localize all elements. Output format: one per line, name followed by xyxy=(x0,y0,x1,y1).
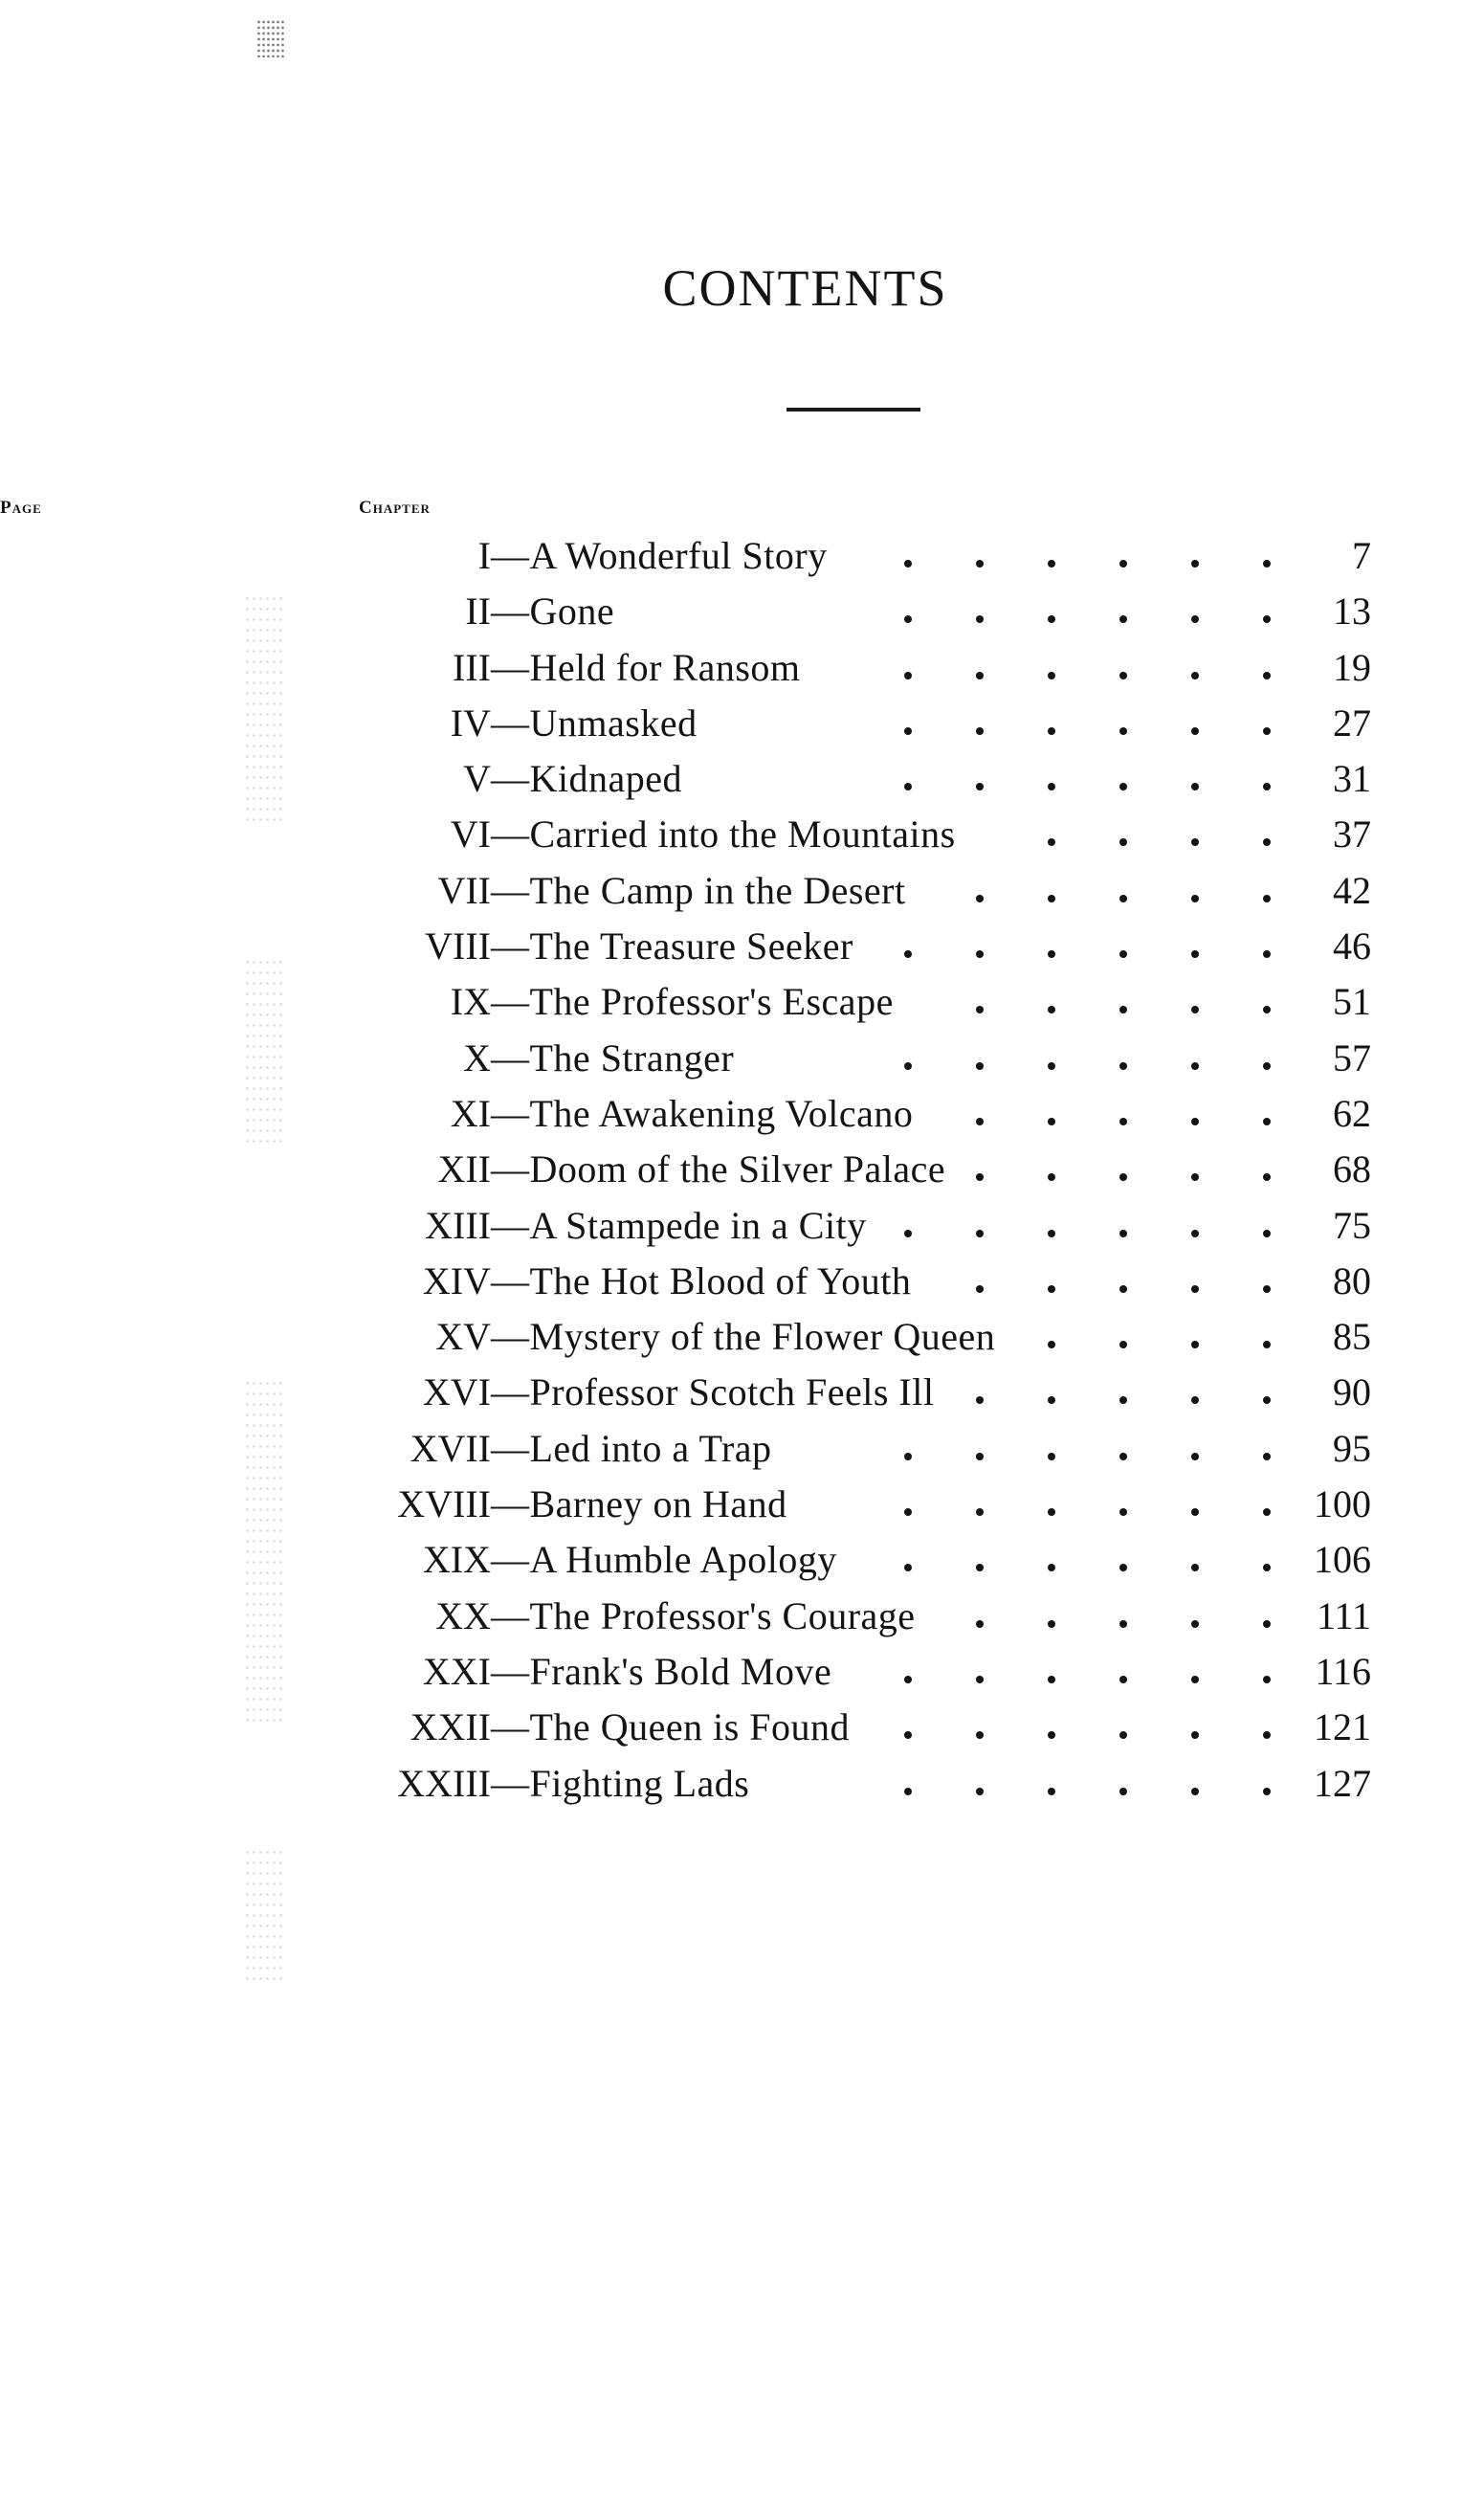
leader-dot xyxy=(1191,1731,1199,1739)
chapter-numeral: XIX xyxy=(422,1538,491,1582)
chapter-numeral: V xyxy=(463,757,491,801)
leader-dot xyxy=(976,1508,984,1516)
chapter-title: — Carried into the Mountains xyxy=(491,807,956,862)
toc-entry xyxy=(0,1142,1484,1197)
chapter-numeral: II xyxy=(465,590,491,634)
chapter-title: — Doom of the Silver Palace xyxy=(491,1142,945,1197)
toc-entry xyxy=(0,1421,1484,1477)
leader-dot xyxy=(1191,1285,1199,1293)
chapter-title: — The Stranger xyxy=(491,1031,734,1086)
toc-entry xyxy=(0,1198,1484,1254)
leader-dot xyxy=(1119,1564,1127,1571)
chapter-numeral: XXII xyxy=(410,1705,491,1749)
leader-dot xyxy=(1263,672,1271,679)
page-number: 51 xyxy=(1333,980,1371,1024)
leader-dot xyxy=(1119,1788,1127,1795)
leader-dot xyxy=(976,1062,984,1070)
leader-dot xyxy=(1263,1118,1271,1125)
leader-dot xyxy=(1263,615,1271,623)
leader-dot xyxy=(1191,560,1199,568)
leader-dot xyxy=(1263,727,1271,735)
leader-dot xyxy=(1191,1564,1199,1571)
chapter-title: — Fighting Lads xyxy=(491,1756,749,1812)
leader-dot xyxy=(1263,1620,1271,1628)
leader-dot xyxy=(1048,1508,1055,1516)
leader-dot xyxy=(976,727,984,735)
page-number: 57 xyxy=(1333,1035,1371,1080)
title-rule xyxy=(786,408,920,412)
leader-dot xyxy=(1263,783,1271,790)
leader-dot xyxy=(1191,1062,1199,1070)
leader-dot xyxy=(1191,1230,1199,1237)
page-number: 46 xyxy=(1333,924,1371,968)
page-column-header: Page xyxy=(0,498,42,518)
leader-dot xyxy=(1119,838,1127,846)
page-number: 80 xyxy=(1333,1258,1371,1302)
leader-dot xyxy=(1191,672,1199,679)
chapter-title: — Held for Ransom xyxy=(491,640,801,696)
toc-entry xyxy=(0,1589,1484,1644)
leader-dot xyxy=(904,1062,912,1070)
leader-dot xyxy=(1191,615,1199,623)
leader-dot xyxy=(1048,727,1055,735)
toc-entry xyxy=(0,1700,1484,1755)
toc-entry xyxy=(0,584,1484,639)
chapter-numeral: XXIII xyxy=(397,1761,491,1805)
leader-dot xyxy=(1048,1285,1055,1293)
leader-dot xyxy=(976,1676,984,1683)
leader-dot xyxy=(904,672,912,679)
page-number: 85 xyxy=(1333,1315,1371,1359)
page-number: 90 xyxy=(1333,1370,1371,1414)
leader-dot xyxy=(904,783,912,790)
toc-entry xyxy=(0,974,1484,1030)
page-title: CONTENTS xyxy=(662,259,948,317)
chapter-title: — A Stampede in a City xyxy=(491,1198,867,1254)
leader-dot xyxy=(1263,1508,1271,1516)
page-number: 13 xyxy=(1333,590,1371,634)
chapter-numeral: VI xyxy=(450,812,491,857)
leader-dot xyxy=(1048,560,1055,568)
leader-dot xyxy=(1263,895,1271,902)
leader-dot xyxy=(1191,895,1199,902)
scan-speckle xyxy=(256,19,285,57)
leader-dot xyxy=(1191,838,1199,846)
leader-dot xyxy=(1119,615,1127,623)
page-number: 37 xyxy=(1333,812,1371,857)
leader-dot xyxy=(976,1118,984,1125)
leader-dot xyxy=(1119,1062,1127,1070)
leader-dot xyxy=(1048,895,1055,902)
page-number: 75 xyxy=(1333,1203,1371,1247)
leader-dot xyxy=(904,560,912,568)
leader-dot xyxy=(1263,1453,1271,1460)
toc-entry xyxy=(0,807,1484,862)
toc-entry xyxy=(0,640,1484,696)
chapter-numeral: XV xyxy=(435,1315,491,1359)
leader-dot xyxy=(904,1788,912,1795)
leader-dot xyxy=(1263,1285,1271,1293)
leader-dot xyxy=(1048,1230,1055,1237)
chapter-numeral: XX xyxy=(435,1593,491,1637)
leader-dot xyxy=(904,615,912,623)
page-number: 111 xyxy=(1316,1593,1371,1637)
chapter-column-header: Chapter xyxy=(359,498,431,518)
leader-dot xyxy=(1048,1173,1055,1181)
leader-dot xyxy=(1263,1062,1271,1070)
page-number: 95 xyxy=(1333,1426,1371,1470)
toc-entry xyxy=(0,1254,1484,1309)
page-number: 68 xyxy=(1333,1147,1371,1191)
leader-dot xyxy=(1191,1620,1199,1628)
chapter-numeral: I xyxy=(477,534,491,577)
leader-dot xyxy=(1263,1006,1271,1013)
leader-dot xyxy=(1191,1788,1199,1795)
chapter-title: — Frank's Bold Move xyxy=(491,1644,831,1700)
leader-dot xyxy=(976,1396,984,1404)
leader-dot xyxy=(976,615,984,623)
leader-dot xyxy=(1119,950,1127,958)
toc-entry xyxy=(0,1031,1484,1086)
leader-dot xyxy=(1191,1396,1199,1404)
leader-dot xyxy=(1263,1230,1271,1237)
leader-dot xyxy=(904,1676,912,1683)
chapter-numeral: XIII xyxy=(425,1203,491,1247)
leader-dot xyxy=(1263,1676,1271,1683)
toc-entry xyxy=(0,919,1484,974)
page-number: 116 xyxy=(1315,1649,1371,1693)
leader-dot xyxy=(1191,1508,1199,1516)
leader-dot xyxy=(904,1453,912,1460)
chapter-title: — Unmasked xyxy=(491,696,698,751)
leader-dot xyxy=(1191,783,1199,790)
leader-dot xyxy=(976,1620,984,1628)
toc-entry xyxy=(0,1756,1484,1812)
leader-dot xyxy=(1048,1564,1055,1571)
leader-dot xyxy=(1263,560,1271,568)
leader-dot xyxy=(976,895,984,902)
toc-entry xyxy=(0,1532,1484,1588)
leader-dot xyxy=(1263,1396,1271,1404)
leader-dot xyxy=(1048,1006,1055,1013)
leader-dot xyxy=(1048,1731,1055,1739)
leader-dot xyxy=(1048,950,1055,958)
leader-dot xyxy=(1263,838,1271,846)
chapter-numeral: XXI xyxy=(422,1649,491,1693)
chapter-title: — The Camp in the Desert xyxy=(491,863,906,919)
leader-dot xyxy=(1048,615,1055,623)
leader-dot xyxy=(976,1173,984,1181)
leader-dot xyxy=(1119,1285,1127,1293)
chapter-numeral: VIII xyxy=(425,924,491,968)
leader-dot xyxy=(1191,1118,1199,1125)
leader-dot xyxy=(1048,1676,1055,1683)
chapter-title: — Gone xyxy=(491,584,614,639)
chapter-numeral: XI xyxy=(450,1091,491,1135)
chapter-title: — The Professor's Courage xyxy=(491,1589,916,1644)
toc-entry xyxy=(0,1365,1484,1420)
leader-dot xyxy=(1191,950,1199,958)
leader-dot xyxy=(1119,672,1127,679)
toc-entry xyxy=(0,1477,1484,1532)
leader-dot xyxy=(1048,783,1055,790)
leader-dot xyxy=(1191,727,1199,735)
table-of-contents xyxy=(0,528,1484,1812)
leader-dot xyxy=(1048,1788,1055,1795)
chapter-numeral: III xyxy=(453,645,491,689)
leader-dot xyxy=(976,1285,984,1293)
chapter-title: — Kidnaped xyxy=(491,751,682,807)
chapter-numeral: VII xyxy=(437,868,491,912)
toc-entry xyxy=(0,1644,1484,1700)
leader-dot xyxy=(1119,1396,1127,1404)
leader-dot xyxy=(1119,1508,1127,1516)
leader-dot xyxy=(904,1508,912,1516)
leader-dot xyxy=(976,783,984,790)
leader-dot xyxy=(976,950,984,958)
chapter-numeral: XVI xyxy=(422,1370,491,1414)
chapter-title: — A Wonderful Story xyxy=(491,528,828,584)
chapter-title: — Professor Scotch Feels Ill xyxy=(491,1365,934,1420)
page-number: 121 xyxy=(1314,1705,1371,1749)
leader-dot xyxy=(976,1564,984,1571)
leader-dot xyxy=(1119,895,1127,902)
chapter-title: — The Awakening Volcano xyxy=(491,1086,913,1142)
leader-dot xyxy=(1048,672,1055,679)
chapter-title: — The Professor's Escape xyxy=(491,974,894,1030)
leader-dot xyxy=(904,950,912,958)
leader-dot xyxy=(1263,1564,1271,1571)
leader-dot xyxy=(1119,783,1127,790)
chapter-title: — Led into a Trap xyxy=(491,1421,772,1477)
chapter-numeral: XII xyxy=(437,1147,491,1191)
leader-dot xyxy=(1119,1620,1127,1628)
toc-entry xyxy=(0,528,1484,584)
leader-dot xyxy=(1191,1341,1199,1348)
page-number: 31 xyxy=(1333,757,1371,801)
leader-dot xyxy=(904,1731,912,1739)
leader-dot xyxy=(1048,1062,1055,1070)
chapter-title: — Barney on Hand xyxy=(491,1477,787,1532)
leader-dot xyxy=(1191,1676,1199,1683)
leader-dot xyxy=(1263,1788,1271,1795)
leader-dot xyxy=(1119,1173,1127,1181)
leader-dot xyxy=(976,672,984,679)
chapter-title: — A Humble Apology xyxy=(491,1532,837,1588)
page-number: 62 xyxy=(1333,1091,1371,1135)
toc-entry xyxy=(0,863,1484,919)
leader-dot xyxy=(1263,950,1271,958)
leader-dot xyxy=(1191,1006,1199,1013)
chapter-numeral: XVII xyxy=(410,1426,491,1470)
leader-dot xyxy=(904,1564,912,1571)
toc-entry xyxy=(0,751,1484,807)
leader-dot xyxy=(1119,1006,1127,1013)
leader-dot xyxy=(1191,1173,1199,1181)
leader-dot xyxy=(904,727,912,735)
leader-dot xyxy=(1048,1118,1055,1125)
page-number: 100 xyxy=(1314,1482,1371,1526)
chapter-title: — The Hot Blood of Youth xyxy=(491,1254,911,1309)
leader-dot xyxy=(1048,1396,1055,1404)
page-number: 106 xyxy=(1314,1538,1371,1582)
toc-entry xyxy=(0,696,1484,751)
leader-dot xyxy=(1048,1453,1055,1460)
leader-dot xyxy=(1048,1620,1055,1628)
leader-dot xyxy=(1263,1731,1271,1739)
leader-dot xyxy=(904,1230,912,1237)
chapter-numeral: IV xyxy=(450,701,491,745)
leader-dot xyxy=(976,1453,984,1460)
leader-dot xyxy=(1119,1676,1127,1683)
leader-dot xyxy=(976,1006,984,1013)
page-number: 42 xyxy=(1333,868,1371,912)
toc-entry xyxy=(0,1086,1484,1142)
page-number: 27 xyxy=(1333,701,1371,745)
leader-dot xyxy=(1119,727,1127,735)
leader-dot xyxy=(1119,1341,1127,1348)
leader-dot xyxy=(1119,560,1127,568)
chapter-title: — The Queen is Found xyxy=(491,1700,850,1755)
chapter-numeral: XVIII xyxy=(397,1482,491,1526)
leader-dot xyxy=(976,1230,984,1237)
chapter-numeral: IX xyxy=(450,980,491,1024)
leader-dot xyxy=(1263,1173,1271,1181)
leader-dot xyxy=(1119,1230,1127,1237)
chapter-numeral: XIV xyxy=(422,1258,491,1302)
leader-dot xyxy=(1263,1341,1271,1348)
chapter-title: — The Treasure Seeker xyxy=(491,919,853,974)
leader-dot xyxy=(976,1788,984,1795)
chapter-numeral: X xyxy=(463,1035,491,1080)
leader-dot xyxy=(1119,1118,1127,1125)
page-number: 7 xyxy=(1352,534,1371,577)
leader-dot xyxy=(1048,1341,1055,1348)
page-number: 127 xyxy=(1314,1761,1371,1805)
leader-dot xyxy=(1048,838,1055,846)
chapter-title: — Mystery of the Flower Queen xyxy=(491,1309,995,1365)
leader-dot xyxy=(976,560,984,568)
leader-dot xyxy=(976,1731,984,1739)
leader-dot xyxy=(1119,1453,1127,1460)
leader-dot xyxy=(1191,1453,1199,1460)
page-number: 19 xyxy=(1333,645,1371,689)
leader-dot xyxy=(1119,1731,1127,1739)
toc-entry xyxy=(0,1309,1484,1365)
